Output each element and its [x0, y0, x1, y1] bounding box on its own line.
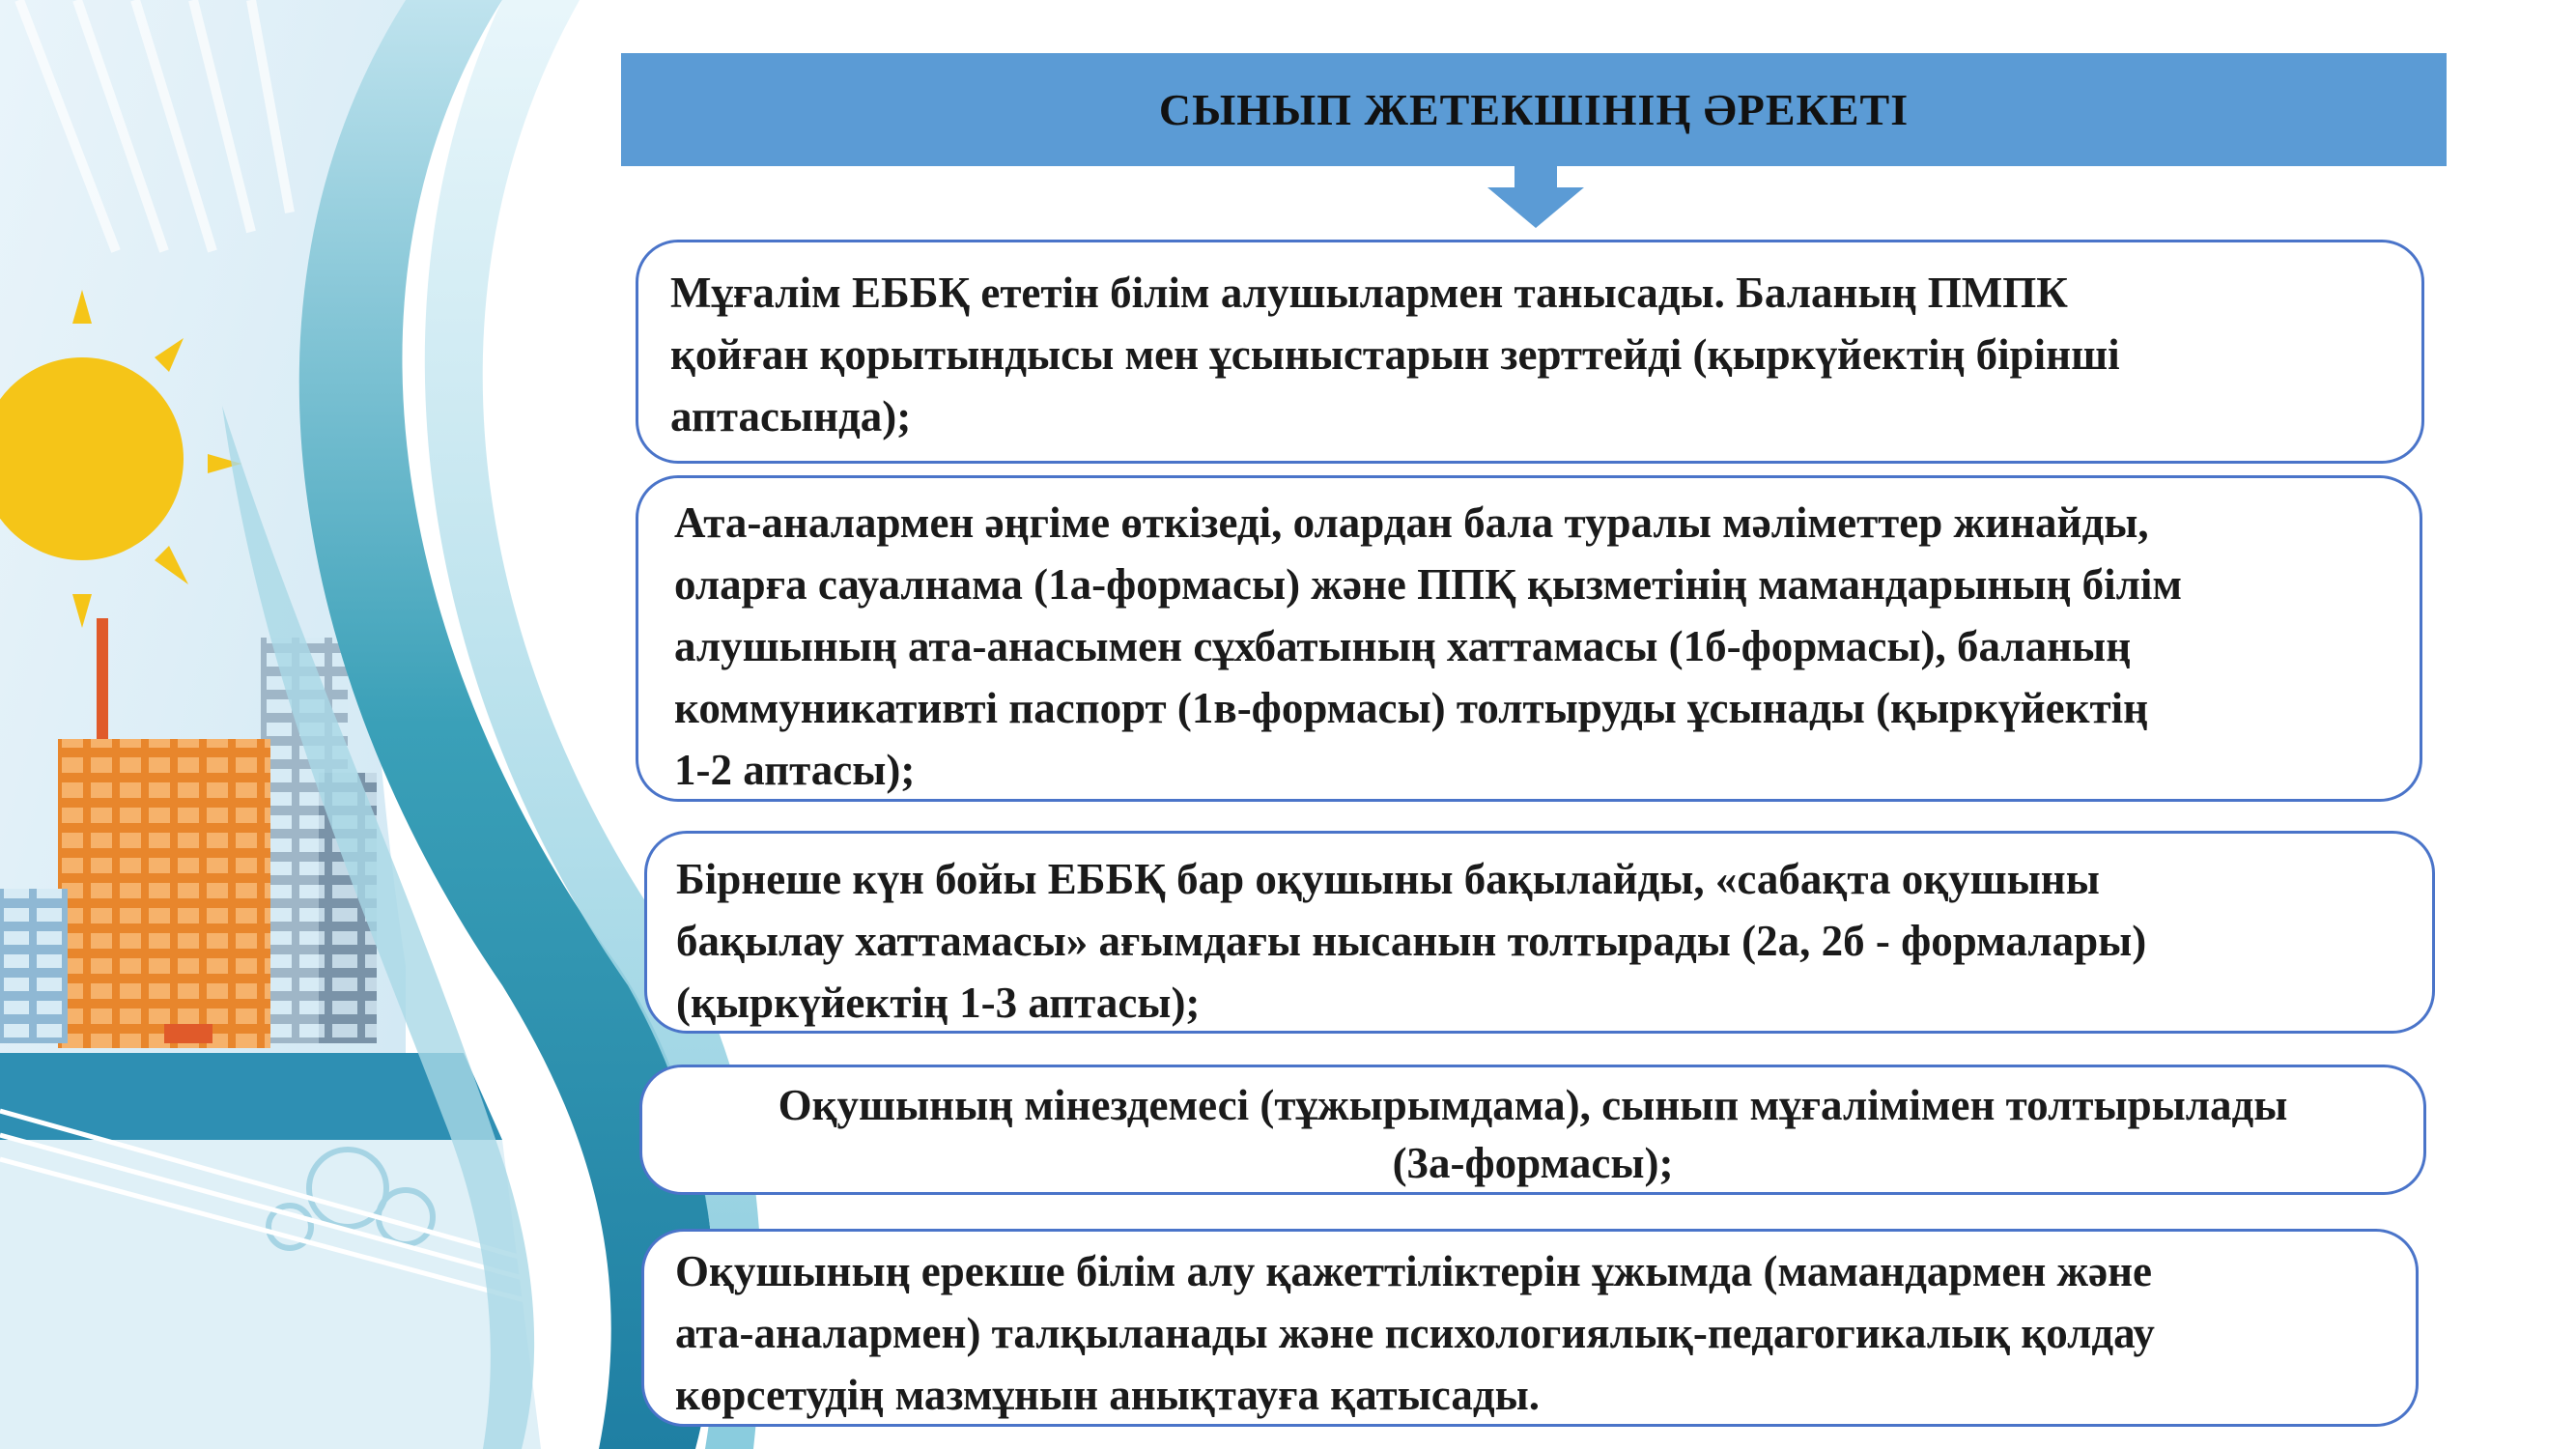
step-box-3 — [644, 831, 2435, 1034]
step-1-line-2: қойған қорытындысы мен ұсыныстарын зерттейді (қыркүйектің бірінші — [670, 330, 2120, 379]
header-bar — [621, 53, 2447, 166]
step-4-line-2: (3а-формасы); — [1392, 1139, 1674, 1187]
step-2-line-1: Ата-аналармен әңгіме өткізеді, олардан бала туралы мәліметтер жинайды, — [674, 498, 2149, 547]
step-5-line-2: ата-аналармен) талқыланады және психологиялық-педагогикалық қолдау — [675, 1309, 2155, 1357]
step-box-1 — [636, 240, 2424, 464]
step-2-line-4: коммуникативті паспорт (1в-формасы) толтыруды ұсынады (қыркүйектің — [674, 684, 2149, 732]
step-4-line-1: Оқушының мінездемесі (тұжырымдама), сынып мұғалімімен толтырылады — [778, 1081, 2288, 1129]
step-box-2 — [636, 475, 2422, 802]
step-3-line-3: (қыркүйектің 1-3 аптасы); — [676, 979, 1201, 1027]
down-arrow-icon — [1487, 164, 1584, 228]
step-5-line-3: көрсетудің мазмұнын анықтауға қатысады. — [675, 1371, 1540, 1419]
step-box-5 — [641, 1229, 2419, 1427]
step-2-line-5: 1-2 аптасы); — [674, 746, 916, 794]
step-5-line-1: Оқушының ерекше білім алу қажеттіліктерін ұжымда (мамандармен және — [675, 1247, 2153, 1295]
step-1-line-1: Мұғалім ЕББҚ ететін білім алушылармен танысады. Баланың ПМПК — [670, 269, 2068, 317]
step-3-line-1: Бірнеше күн бойы ЕББҚ бар оқушыны бақылайды, «сабақта оқушыны — [676, 855, 2100, 903]
step-2-line-3: алушының ата-анасымен сұхбатының хаттамасы (1б-формасы), баланың — [674, 622, 2132, 670]
step-1-line-3: аптасында); — [670, 392, 912, 440]
step-2-line-2: оларға сауалнама (1а-формасы) және ППҚ қызметінің мамандарының білім — [674, 560, 2182, 609]
page-title: СЫНЫП ЖЕТЕКШІНІҢ ӘРЕКЕТІ — [1158, 85, 1910, 134]
step-3-line-2: бақылау хаттамасы» ағымдағы нысанын толтырады (2а, 2б - формалары) — [676, 917, 2147, 965]
step-box-4 — [639, 1065, 2426, 1195]
